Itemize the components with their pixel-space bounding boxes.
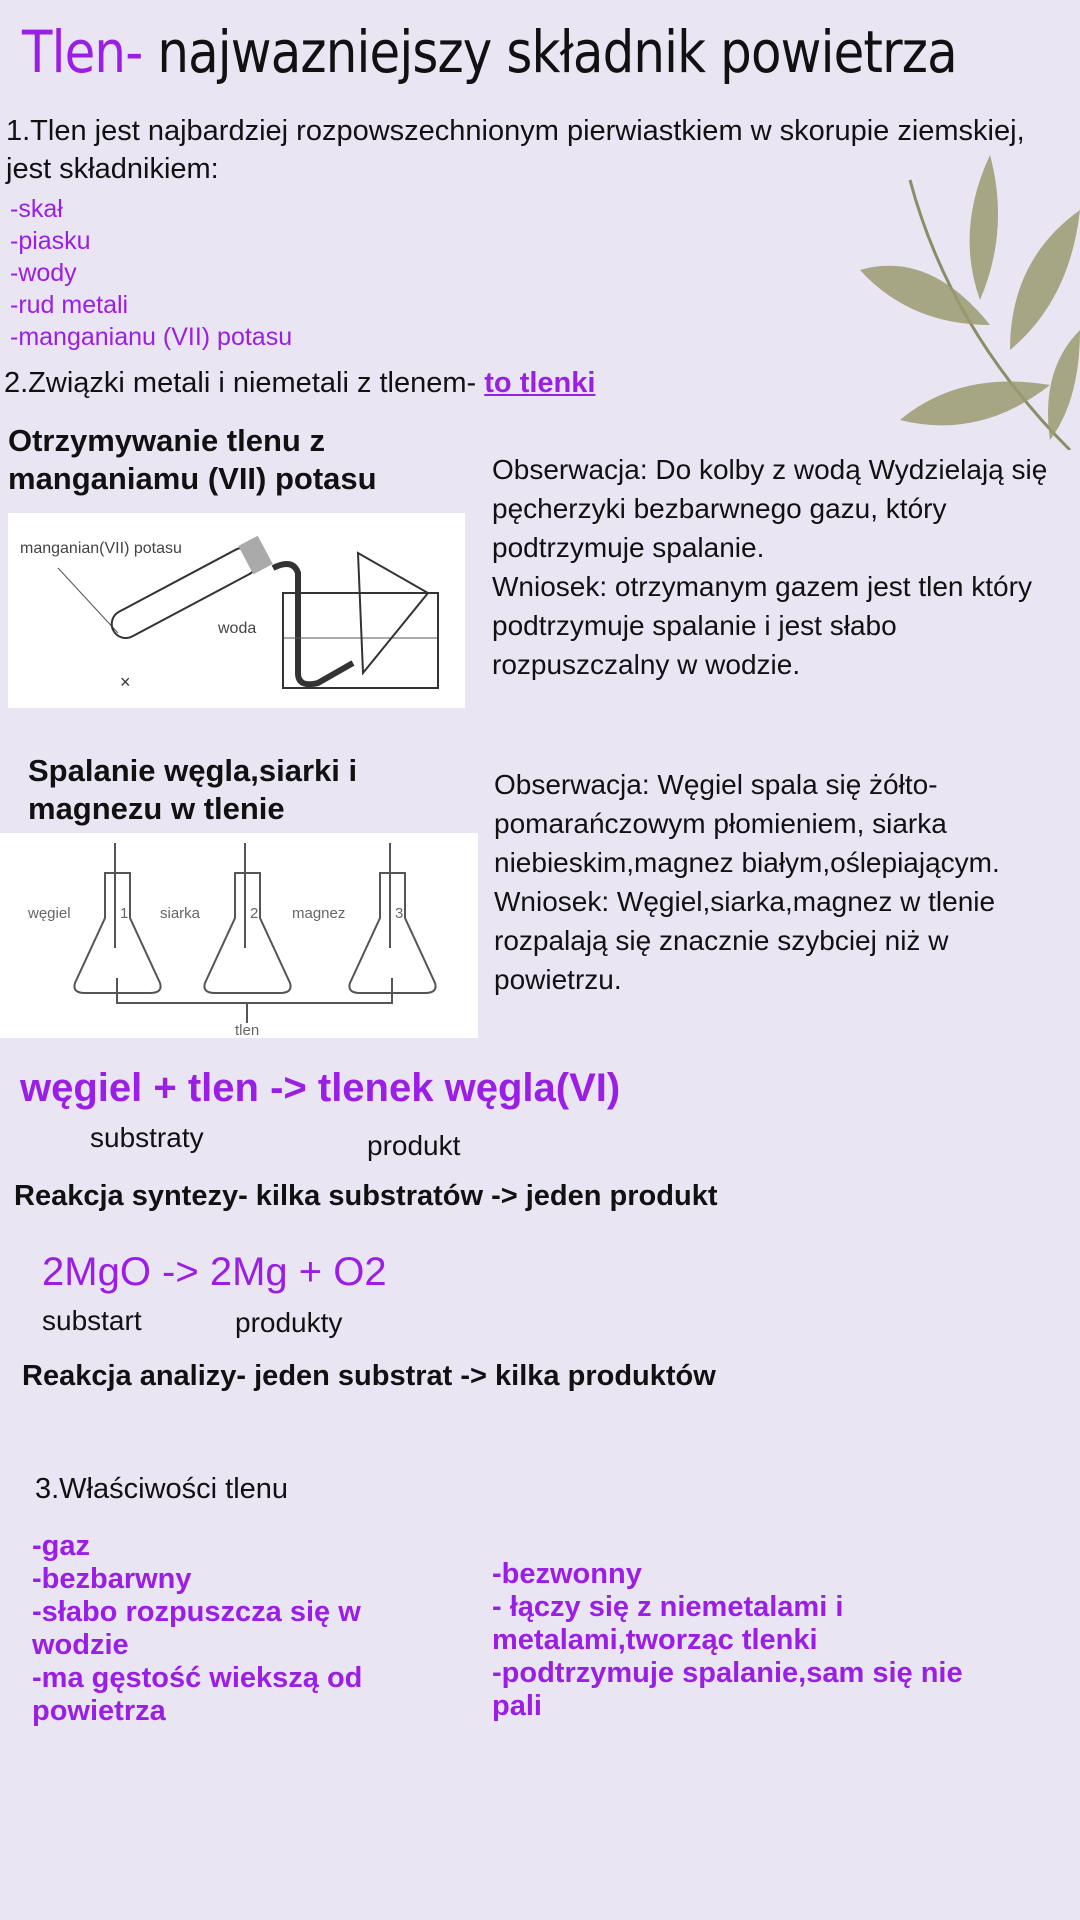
label-oxygen: tlen bbox=[235, 1022, 260, 1038]
label-n3: 3 bbox=[395, 905, 404, 922]
section2-heading: Spalanie węgla,siarki i magnezu w tlenie bbox=[28, 753, 358, 826]
combustion-diagram bbox=[0, 833, 478, 1038]
section1-notes bbox=[492, 450, 1072, 684]
properties-left: -gaz -bezbarwny -słabo rozpuszcza się w wodzie -ma gęstość wiekszą od powietrza bbox=[32, 1530, 363, 1727]
tlenki-link[interactable]: to tlenki bbox=[484, 367, 596, 399]
section1-heading: Otrzymywanie tlenu z manganiamu (VII) potasu bbox=[8, 423, 377, 496]
label-n1: 1 bbox=[120, 905, 129, 922]
label-magnesium: magnez bbox=[292, 905, 346, 922]
observation-text: Obserwacja: Węgiel spala się żółto-pomarańczowym płomieniem, siarka niebieskim,magnez białym,oślepiającym. bbox=[494, 769, 1000, 878]
list-item: -rud metali bbox=[10, 291, 129, 319]
page-title: Tlen- najwazniejszy składnik powietrza bbox=[22, 18, 957, 86]
analysis-equation: 2MgO -> 2Mg + O2 bbox=[42, 1250, 387, 1294]
list-item: -wody bbox=[10, 259, 77, 287]
leaf-decoration bbox=[840, 150, 1080, 450]
properties-heading: 3.Właściwości tlenu bbox=[35, 1473, 289, 1505]
kmno4-diagram bbox=[8, 513, 465, 708]
list-item: -piasku bbox=[10, 227, 91, 255]
point2-text: 2.Związki metali i niemetali z tlenem- bbox=[4, 367, 485, 399]
point2 bbox=[4, 364, 595, 402]
label-heat: × bbox=[120, 672, 131, 692]
synthesis-definition: Reakcja syntezy- kilka substratów -> jeden produkt bbox=[14, 1180, 718, 1212]
products-label: produkty bbox=[235, 1307, 343, 1338]
point1-text: 1.Tlen jest najbardziej rozpowszechnionym pierwiastkiem w skorupie ziemskiej, jest składnikiem: bbox=[6, 115, 1025, 185]
product-label: produkt bbox=[367, 1130, 461, 1161]
label-n2: 2 bbox=[250, 905, 259, 922]
label-coal: węgiel bbox=[28, 905, 71, 922]
properties-right: -bezwonny - łączy się z niemetalami i metalami,tworząc tlenki -podtrzymuje spalanie,sam się nie pali bbox=[492, 1558, 963, 1722]
conclusion-text: Wniosek: otrzymanym gazem jest tlen który podtrzymuje spalanie i jest słabo rozpuszczalny w wodzie. bbox=[492, 571, 1032, 680]
observation-text: Obserwacja: Do kolby z wodą Wydzielają się pęcherzyki bezbarwnego gazu, który podtrzymuje spalanie. bbox=[492, 454, 1048, 563]
section2-notes bbox=[494, 765, 1074, 999]
substrate-label: substart bbox=[42, 1305, 142, 1336]
synthesis-equation: węgiel + tlen -> tlenek węgla(VI) bbox=[20, 1066, 621, 1110]
point1-list bbox=[10, 193, 292, 353]
substrates-label: substraty bbox=[90, 1122, 204, 1153]
analysis-definition: Reakcja analizy- jeden substrat -> kilka produktów bbox=[22, 1360, 716, 1392]
list-item: -skał bbox=[10, 195, 63, 223]
list-item: -manganianu (VII) potasu bbox=[10, 323, 293, 351]
label-sulfur: siarka bbox=[160, 905, 201, 922]
label-reagent: manganian(VII) potasu bbox=[20, 540, 182, 557]
conclusion-text: Wniosek: Węgiel,siarka,magnez w tlenie rozpalają się znacznie szybciej niż w powietrzu. bbox=[494, 886, 996, 995]
label-water: woda bbox=[218, 620, 257, 637]
